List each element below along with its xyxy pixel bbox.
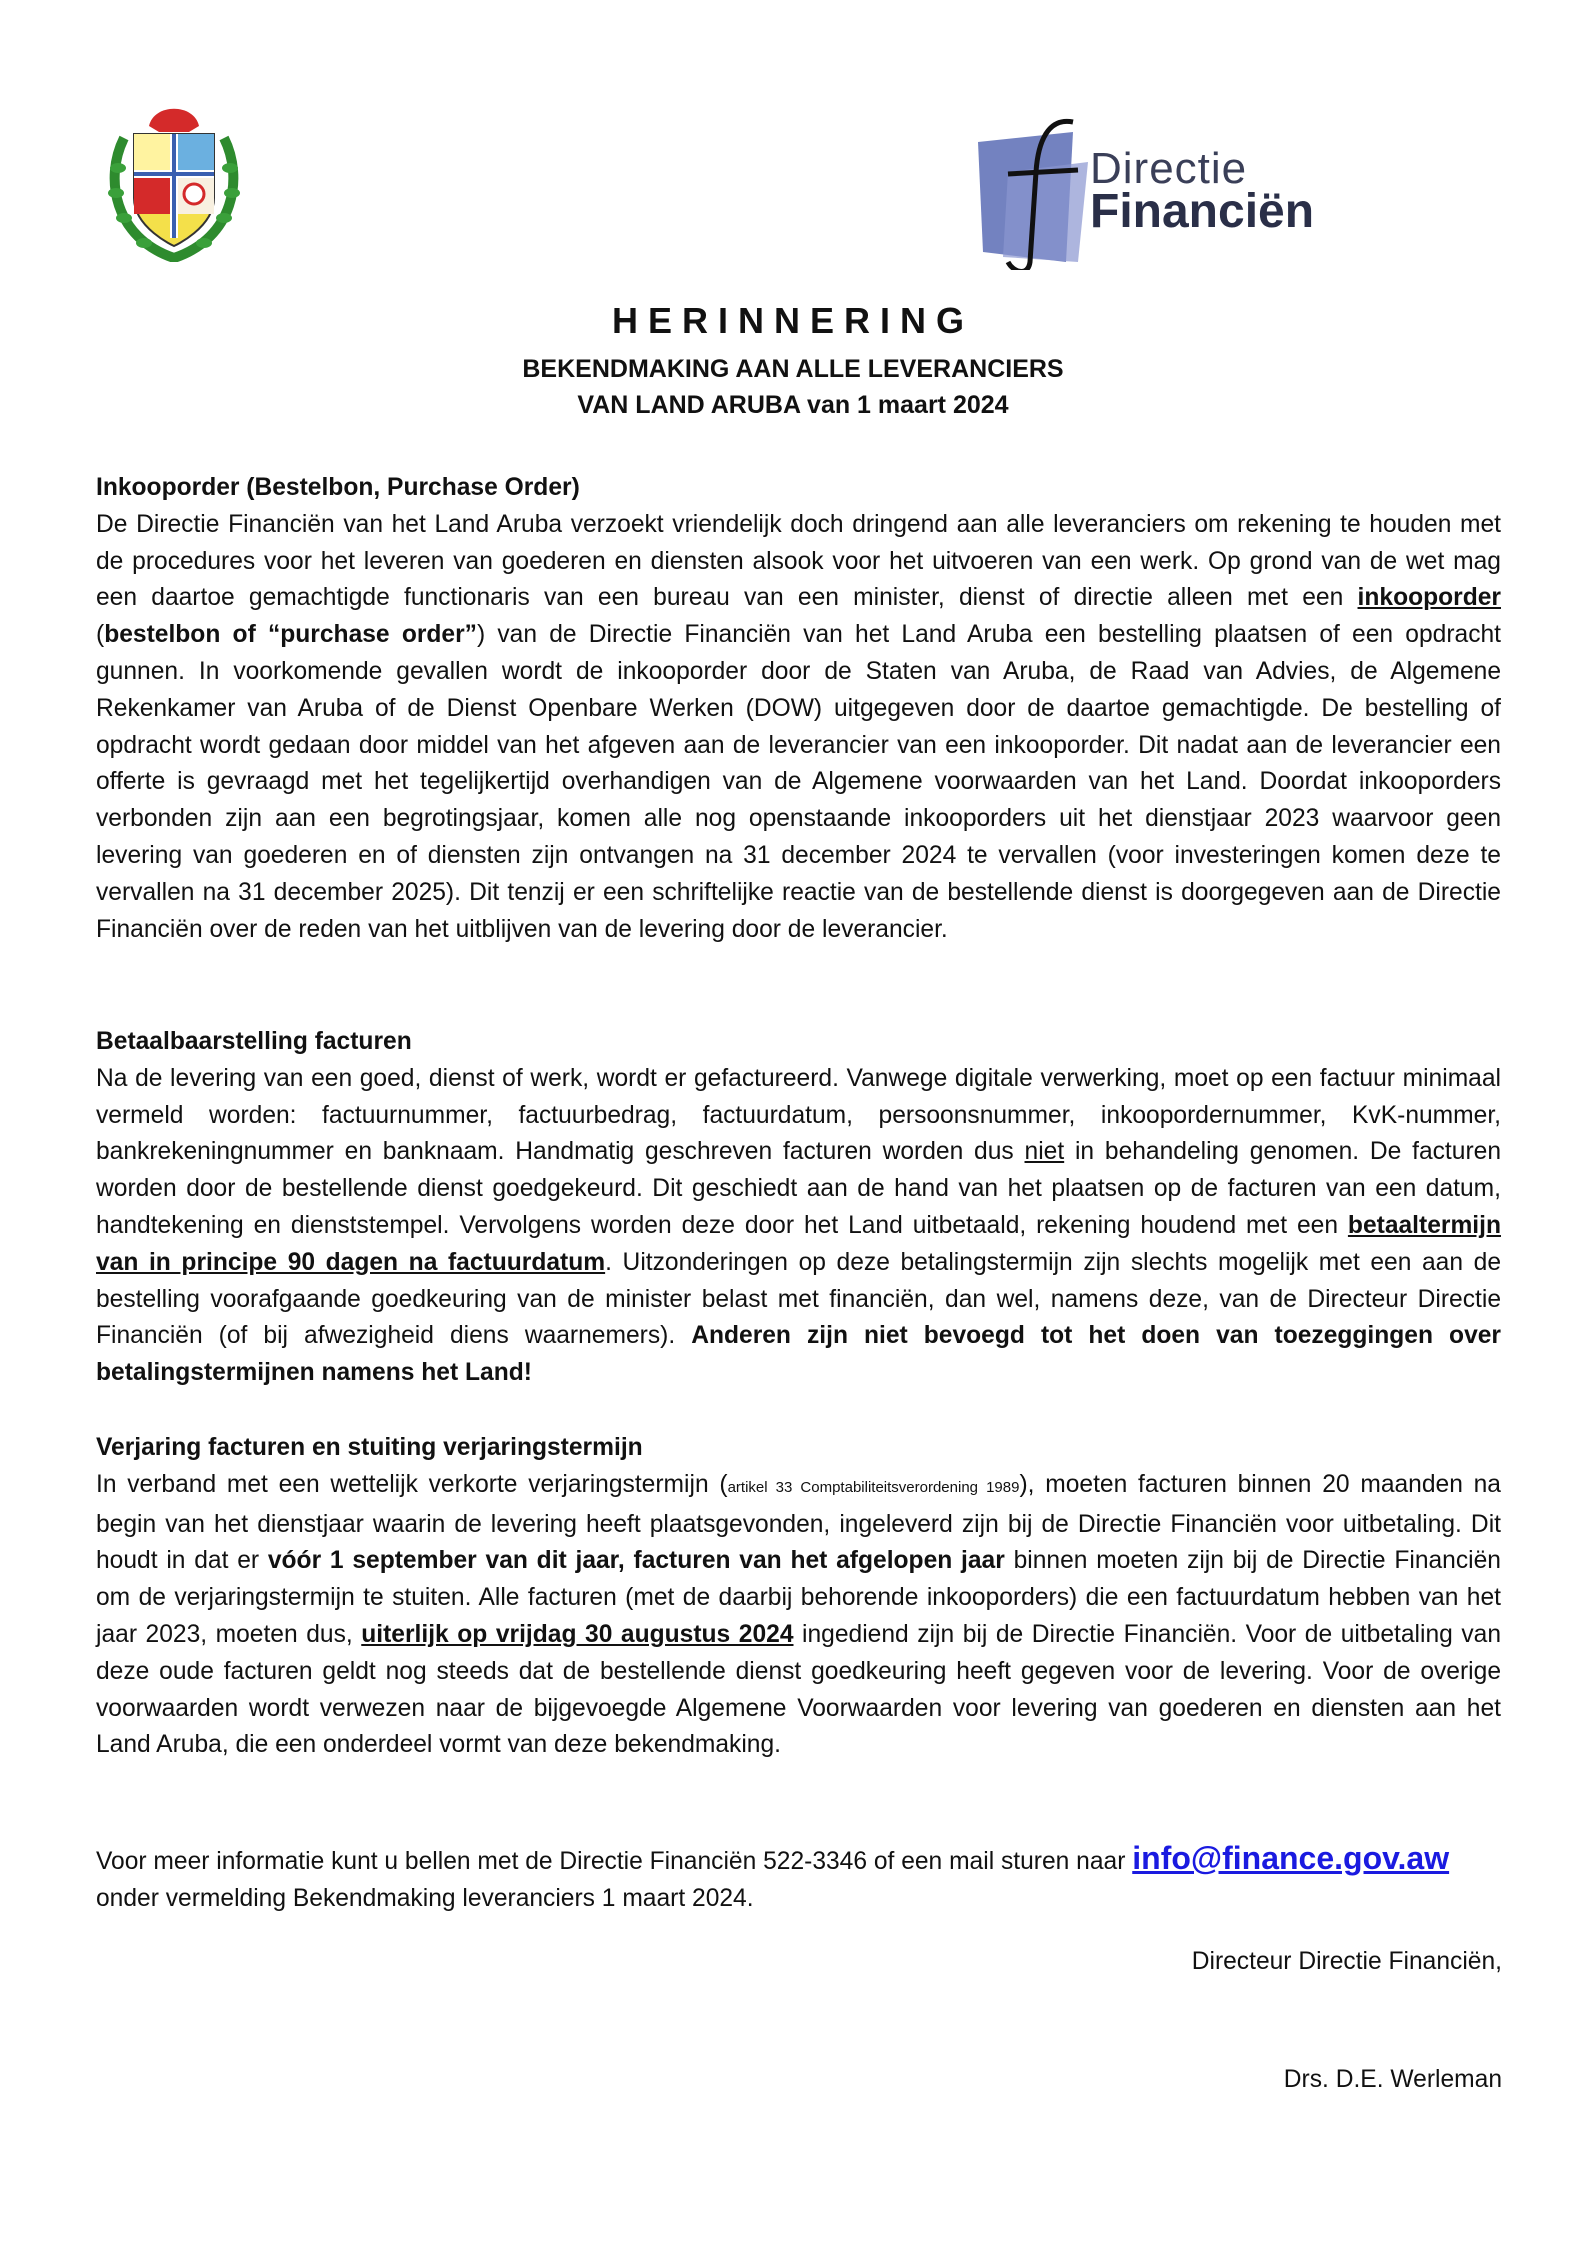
text-run-bold-underline: uiterlijk op vrijdag 30 augustus 2024 xyxy=(361,1620,794,1648)
document-subtitle-line1: BEKENDMAKING AAN ALLE LEVERANCIERS xyxy=(522,355,1064,383)
logo-word-directie: Directie xyxy=(1090,144,1248,193)
text-run-underline: inkooporder xyxy=(1357,584,1501,612)
document-subtitle-line2: VAN LAND ARUBA van 1 maart 2024 xyxy=(577,391,1009,419)
text-run: Voor meer informatie kunt u bellen met de Directie Financiën 522-3346 of een mail sturen naar xyxy=(96,1848,1133,1875)
section-betaalbaarstelling xyxy=(96,1024,1501,1392)
text-run: De Directie Financiën van het Land Aruba verzoekt vriendelijk doch dringend aan alle leveranciers om rekening te houden met de procedures voor het leveren van goederen en diensten alsook voor het uitvoeren van een werk. Op grond van de wet mag een daartoe gemachtigde functionaris van een bureau van een minister, dienst of directie alleen met een xyxy=(96,510,1501,612)
text-run: binnen moeten zijn bij de Directie Financiën om de verjaringstermijn te stuiten. Alle facturen (met de daarbij behorende inkooporders) die een factuurdatum hebben van het jaar 2023, moeten dus, xyxy=(96,1547,1501,1648)
section-heading: Verjaring facturen en stuiting verjaringstermijn xyxy=(96,1434,643,1461)
contact-line2: onder vermelding Bekendmaking leveranciers 1 maart 2024. xyxy=(96,1884,754,1912)
text-run-bold: vóór 1 september van dit jaar, facturen van het afgelopen jaar xyxy=(267,1547,1005,1575)
text-run: in behandeling genomen. De facturen worden door de bestellende dienst goedgekeurd. Dit geschiedt aan de hand van het plaatsen op de facturen van een datum, handtekening en dienststempel. Vervolgens worden deze door het Land uitbetaald, rekening houdend met een xyxy=(96,1138,1501,1239)
text-run: ) van de Directie Financiën van het Land Aruba een bestelling plaatsen of een opdracht gunnen. In voorkomende gevallen wordt de inkooporder door de Staten van Aruba, de Raad van Advies, de Algemene Rekenkamer van Aruba of de Dienst Openbare Werken (DOW) uitgegeven door de daartoe gemachtigde. De bestelling of opdracht wordt gedaan door middel van het afgeven aan de leverancier van een inkooporder. Dit nadat aan de leverancier een offerte is gevraagd met het tegelijkertijd overhandigen van de Algemene voorwaarden van het Land. Doordat inkooporders verbonden zijn aan een begrotingsjaar, komen alle nog openstaande inkooporders uit het dienstjaar 2023 waarvoor geen levering van goederen en of diensten zijn ontvangen na 31 december 2024 te vervallen (voor investeringen komen deze te vervallen na 31 december 2025). Dit tenzij er een schriftelijke reactie van de bestellende dienst is doorgegeven aan de Directie Financiën over de reden van het uitblijven van de levering door de leverancier. xyxy=(96,621,1501,943)
aruba-coat-of-arms-logo xyxy=(104,98,244,262)
contact-line1 xyxy=(96,1840,1501,1881)
text-run: In verband met een wettelijk verkorte verjaringstermijn ( xyxy=(96,1470,728,1498)
contact-info xyxy=(96,1840,1501,1918)
section-verjaring xyxy=(96,1430,1501,1764)
logo-word-financien: Financiën xyxy=(1090,185,1315,238)
text-run-bold-underline: betaaltermijn van in principe 90 dagen na factuurdatum xyxy=(96,1211,1501,1276)
text-run-small: artikel 33 Comptabiliteitsverordening 1989 xyxy=(727,1478,1020,1496)
section-inkooporder xyxy=(96,470,1501,948)
document-title: HERINNERING xyxy=(611,300,975,341)
text-run: ), moeten facturen binnen 20 maanden na begin van het dienstjaar waarin de levering heeft plaatsgevonden, ingeleverd zijn bij de Directie Financiën voor uitbetaling. Dit houdt in dat er xyxy=(96,1470,1501,1575)
text-run: ingediend zijn bij de Directie Financiën. Voor de uitbetaling van deze oude facturen geldt nog steeds dat de bestellende dienst goedkeuring heeft gegeven voor de levering. Voor de overige voorwaarden wordt verwezen naar de bijgevoegde Algemene Voorwaarden voor levering van goederen en diensten aan het Land Aruba, die een onderdeel vormt van deze bekendmaking. xyxy=(96,1620,1502,1759)
text-run: ( xyxy=(96,621,105,649)
directie-financien-logo xyxy=(978,112,1358,270)
section-paragraph xyxy=(96,507,1501,949)
section-paragraph xyxy=(96,1467,1501,1764)
signature-name: Drs. D.E. Werleman xyxy=(1283,2066,1502,2093)
text-run-underline: niet xyxy=(1024,1138,1065,1166)
text-run: . Uitzonderingen op deze betalingstermijn zijn slechts mogelijk met een aan de bestelling voorafgaande goedkeuring van de minister belast met financiën, dan wel, namens deze, van de Directeur Directie Financiën (of bij afwezigheid diens waarnemers). xyxy=(96,1248,1501,1350)
email-link[interactable]: info@finance.gov.aw xyxy=(1132,1840,1450,1876)
section-heading: Inkooporder (Bestelbon, Purchase Order) xyxy=(96,474,580,501)
section-paragraph xyxy=(96,1061,1501,1392)
section-heading: Betaalbaarstelling facturen xyxy=(96,1028,412,1055)
text-run-bold: Anderen zijn niet bevoegd tot het doen van toezeggingen over betalingstermijnen namens het Land! xyxy=(96,1322,1501,1387)
signature-role: Directeur Directie Financiën, xyxy=(1191,1948,1502,1975)
text-run-bold: bestelbon of “purchase order” xyxy=(104,621,477,649)
text-run: Na de levering van een goed, dienst of werk, wordt er gefactureerd. Vanwege digitale verwerking, moet op een factuur minimaal vermeld worden: factuurnummer, factuurbedrag, factuurdatum, persoonsnummer, inkoopordernummer, KvK-nummer, bankrekeningnummer en banknaam. Handmatig geschreven facturen worden dus xyxy=(96,1064,1501,1166)
